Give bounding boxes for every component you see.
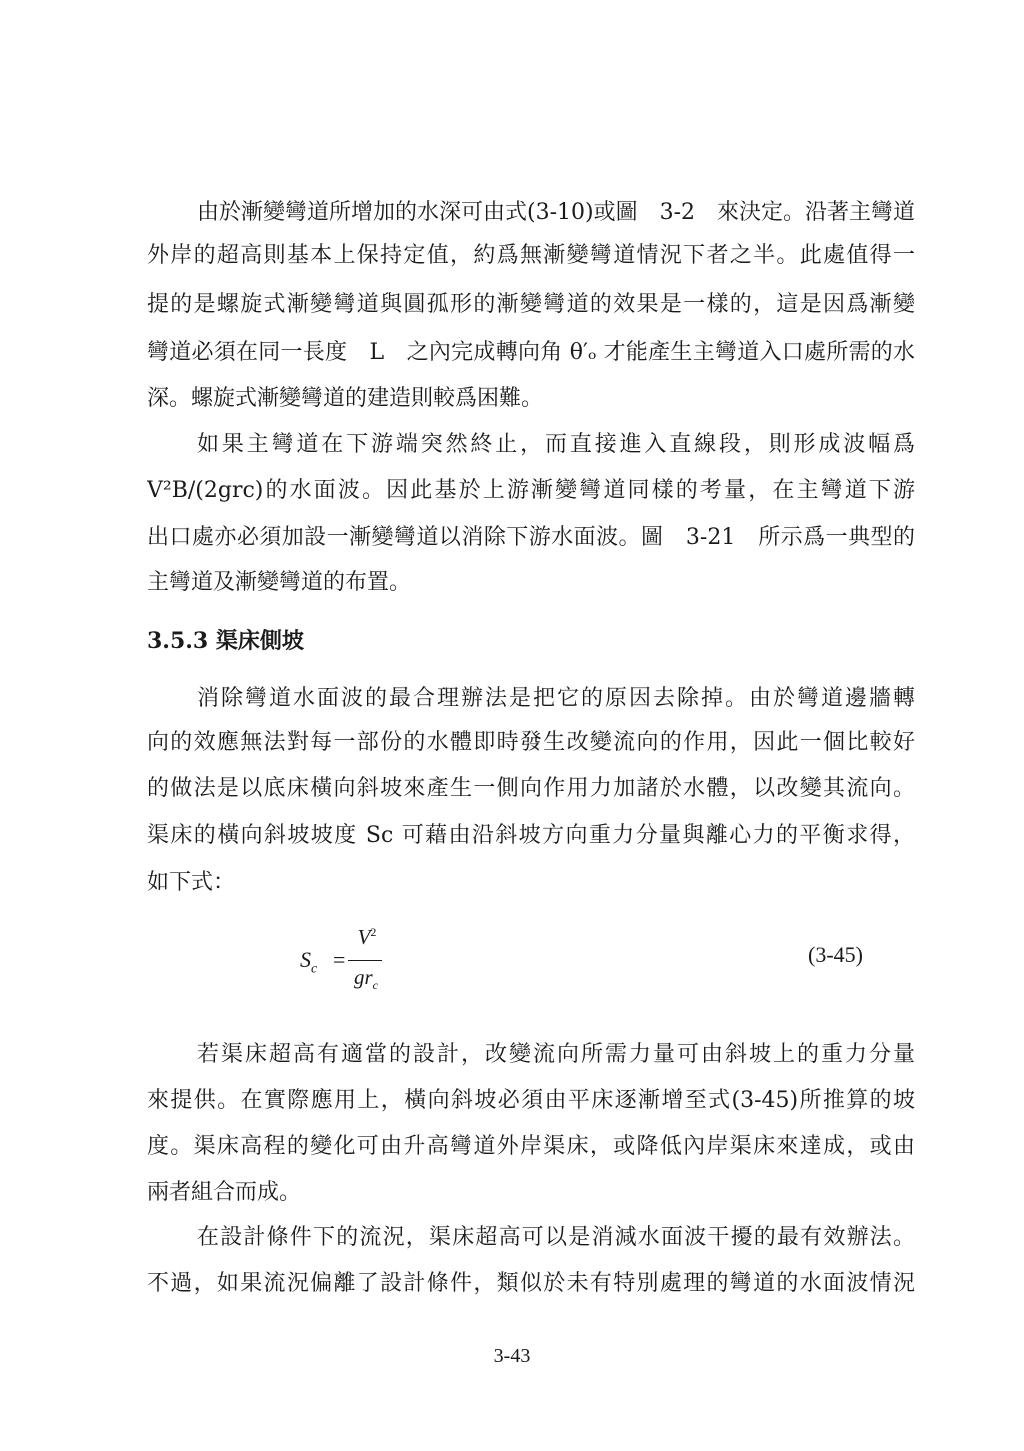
paragraph-line: 提的是螺旋式漸變彎道與圓孤形的漸變彎道的效果是一樣的，這是因爲漸變 bbox=[147, 292, 915, 317]
paragraph-line: 主彎道及漸變彎道的布置。 bbox=[147, 570, 412, 595]
page-number: 3-43 bbox=[493, 1345, 531, 1367]
equation-3-45 bbox=[300, 925, 500, 1005]
equation-equals: = bbox=[333, 947, 346, 972]
equation-denominator: $gr_c$ bbox=[353, 965, 378, 993]
paragraph-line: 深。螺旋式漸變彎道的建造則較爲困難。 bbox=[147, 386, 544, 411]
equation-label: (3-45) bbox=[808, 942, 863, 967]
paragraph-line: 外岸的超高則基本上保持定值，約爲無漸變彎道情況下者之半。此處值得一 bbox=[147, 243, 915, 268]
paragraph-line: 度。渠床高程的變化可由升高彎道外岸渠床，或降低內岸渠床來達成，或由 bbox=[147, 1134, 915, 1159]
fraction-bar bbox=[348, 960, 382, 961]
paragraph-line: 渠床的橫向斜坡坡度 Sc 可藉由沿斜坡方向重力分量與離心力的平衡求得， bbox=[147, 823, 915, 848]
paragraph-line: V²B/(2grc)的水面波。因此基於上游漸變彎道同樣的考量，在主彎道下游 bbox=[147, 478, 915, 503]
equation-lhs: $S_c$ bbox=[300, 947, 318, 977]
paragraph-line: 向的效應無法對每一部份的水體即時發生改變流向的作用，因此一個比較好 bbox=[147, 730, 915, 755]
paragraph-line: 兩者組合而成。 bbox=[147, 1180, 302, 1205]
paragraph-line: 消除彎道水面波的最合理辦法是把它的原因去除掉。由於彎道邊牆轉 bbox=[197, 686, 915, 711]
paragraph-line: 出口處亦必須加設一漸變彎道以消除下游水面波。圖 3-21 所示爲一典型的 bbox=[147, 525, 915, 550]
paragraph-line: 由於漸變彎道所增加的水深可由式(3-10)或圖 3-2 來決定。沿著主彎道 bbox=[197, 200, 915, 225]
paragraph-line: 不過，如果流況偏離了設計條件，類似於未有特別處理的彎道的水面波情況 bbox=[147, 1271, 915, 1296]
paragraph-line: 如下式： bbox=[147, 870, 236, 895]
paragraph-line: 若渠床超高有適當的設計，改變流向所需力量可由斜坡上的重力分量 bbox=[197, 1042, 915, 1067]
paragraph-line: 彎道必須在同一長度 L 之內完成轉向角 θ′ₒ 才能產生主彎道入口處所需的水 bbox=[147, 340, 915, 365]
paragraph-line: 的做法是以底床橫向斜坡來產生一側向作用力加諸於水體，以改變其流向。 bbox=[147, 776, 915, 801]
paragraph-line: 如果主彎道在下游端突然終止，而直接進入直線段，則形成波幅爲 bbox=[197, 432, 915, 457]
section-heading: 3.5.3 渠床側坡 bbox=[147, 628, 304, 654]
equation-numerator: $V^2$ bbox=[357, 925, 377, 949]
paragraph-line: 來提供。在實際應用上，橫向斜坡必須由平床逐漸增至式(3-45)所推算的坡 bbox=[147, 1088, 915, 1113]
paragraph-line: 在設計條件下的流況，渠床超高可以是消減水面波干擾的最有效辦法。 bbox=[197, 1225, 915, 1250]
